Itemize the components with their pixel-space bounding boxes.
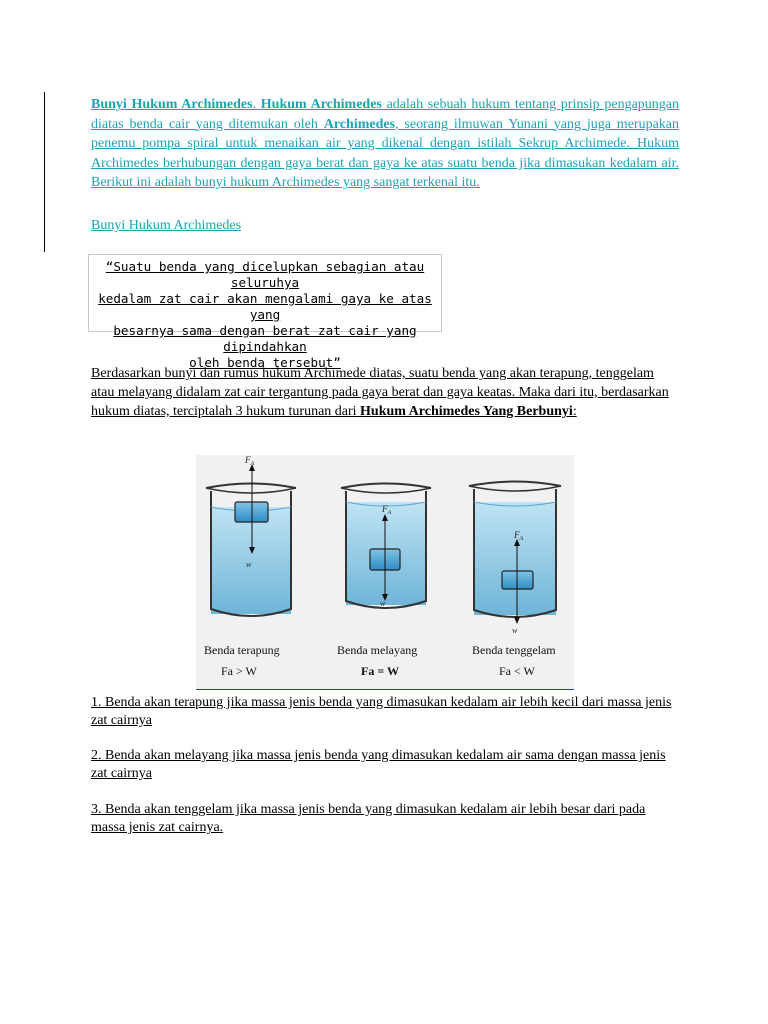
beaker1-fa-label: $F_A$	[245, 455, 255, 467]
beakers-illustration	[196, 455, 574, 690]
para2-text: Berdasarkan bunyi dan rumus hukum Archimede diatas, suatu benda yang akan terapung, tenggelam atau melayang didalam zat cair tergantung pada gaya berat dan gaya keatas. Maka dari itu, berdasarkan hukum diatas, terciptalah 3 hukum turunan dari	[91, 366, 669, 419]
para2-bold: Hukum Archimedes Yang Berbunyi	[360, 404, 573, 419]
archimedes-figure	[196, 455, 574, 690]
beaker1-w-label: w	[246, 560, 252, 569]
list-item-1: 1. Benda akan terapung jika massa jenis benda yang dimasukan kedalam air lebih kecil dari massa jenis zat cairnya	[91, 695, 672, 728]
beaker-sinking	[469, 482, 561, 636]
intro-paragraph	[91, 95, 679, 193]
intro-term2[interactable]: Hukum Archimedes	[260, 97, 382, 112]
caption-suspended: Benda melayang	[337, 643, 418, 657]
beaker3-fa-label: $F_A$	[514, 530, 524, 542]
quote-line-2: kedalam zat cair akan mengalami gaya ke atas yang	[98, 291, 432, 322]
list-item-3: 3. Benda akan tenggelam jika massa jenis benda yang dimasukan kedalam air lebih besar dari pada massa jenis zat cairnya.	[91, 802, 646, 835]
quote-line-3: besarnya sama dengan berat zat cair yang dipindahkan	[113, 323, 417, 354]
intro-term-link[interactable]: Bunyi Hukum Archimedes	[91, 97, 253, 112]
intro-section	[91, 95, 679, 193]
quote-line-4: oleh benda tersebut”	[189, 355, 341, 370]
beaker-suspended	[341, 484, 431, 609]
para2-colon: :	[572, 404, 577, 419]
caption-sinking: Benda tenggelam	[472, 643, 556, 657]
caption-floating: Benda terapung	[204, 643, 280, 657]
intro-separator: .	[252, 97, 261, 112]
figure-underline	[196, 689, 574, 690]
intro-text1[interactable]: adalah sebuah hukum tentang prinsip pengapungan diatas benda cair yang ditemukan oleh	[91, 97, 679, 132]
beaker-floating	[206, 455, 296, 616]
intro-term3[interactable]: Archimedes	[323, 116, 396, 132]
section-link[interactable]: Bunyi Hukum Archimedes	[91, 218, 242, 233]
relation-sinking: Fa < W	[499, 664, 535, 678]
beaker2-fa-label: $F_A$	[382, 504, 392, 516]
relation-floating: Fa > W	[221, 664, 257, 678]
intro-text2[interactable]: , seorang ilmuwan Yunani yang juga merupakan penemu pompa spiral untuk menaikan air yang dikenal dengan istilah Sekrup Archimede. Hukum Archimedes berhubungan dengan gaya berat dan gaya ke atas suatu benda jika dimasukan kedalam air. Berikut ini adalah bunyi hukum Archimedes yang sangat terkenal itu.	[91, 116, 679, 191]
beaker3-w-label: w	[512, 626, 518, 635]
left-margin-rule	[44, 92, 45, 252]
relation-suspended: Fa = W	[361, 664, 399, 678]
list-item-2: 2. Benda akan melayang jika massa jenis benda yang dimasukan kedalam air sama dengan massa jenis zat cairnya	[91, 748, 666, 781]
beaker2-w-label: w	[380, 599, 386, 608]
quote-line-1: “Suatu benda yang dicelupkan sebagian atau seluruhya	[105, 259, 425, 290]
quote-box	[88, 254, 442, 370]
derivation-paragraph	[91, 364, 679, 421]
